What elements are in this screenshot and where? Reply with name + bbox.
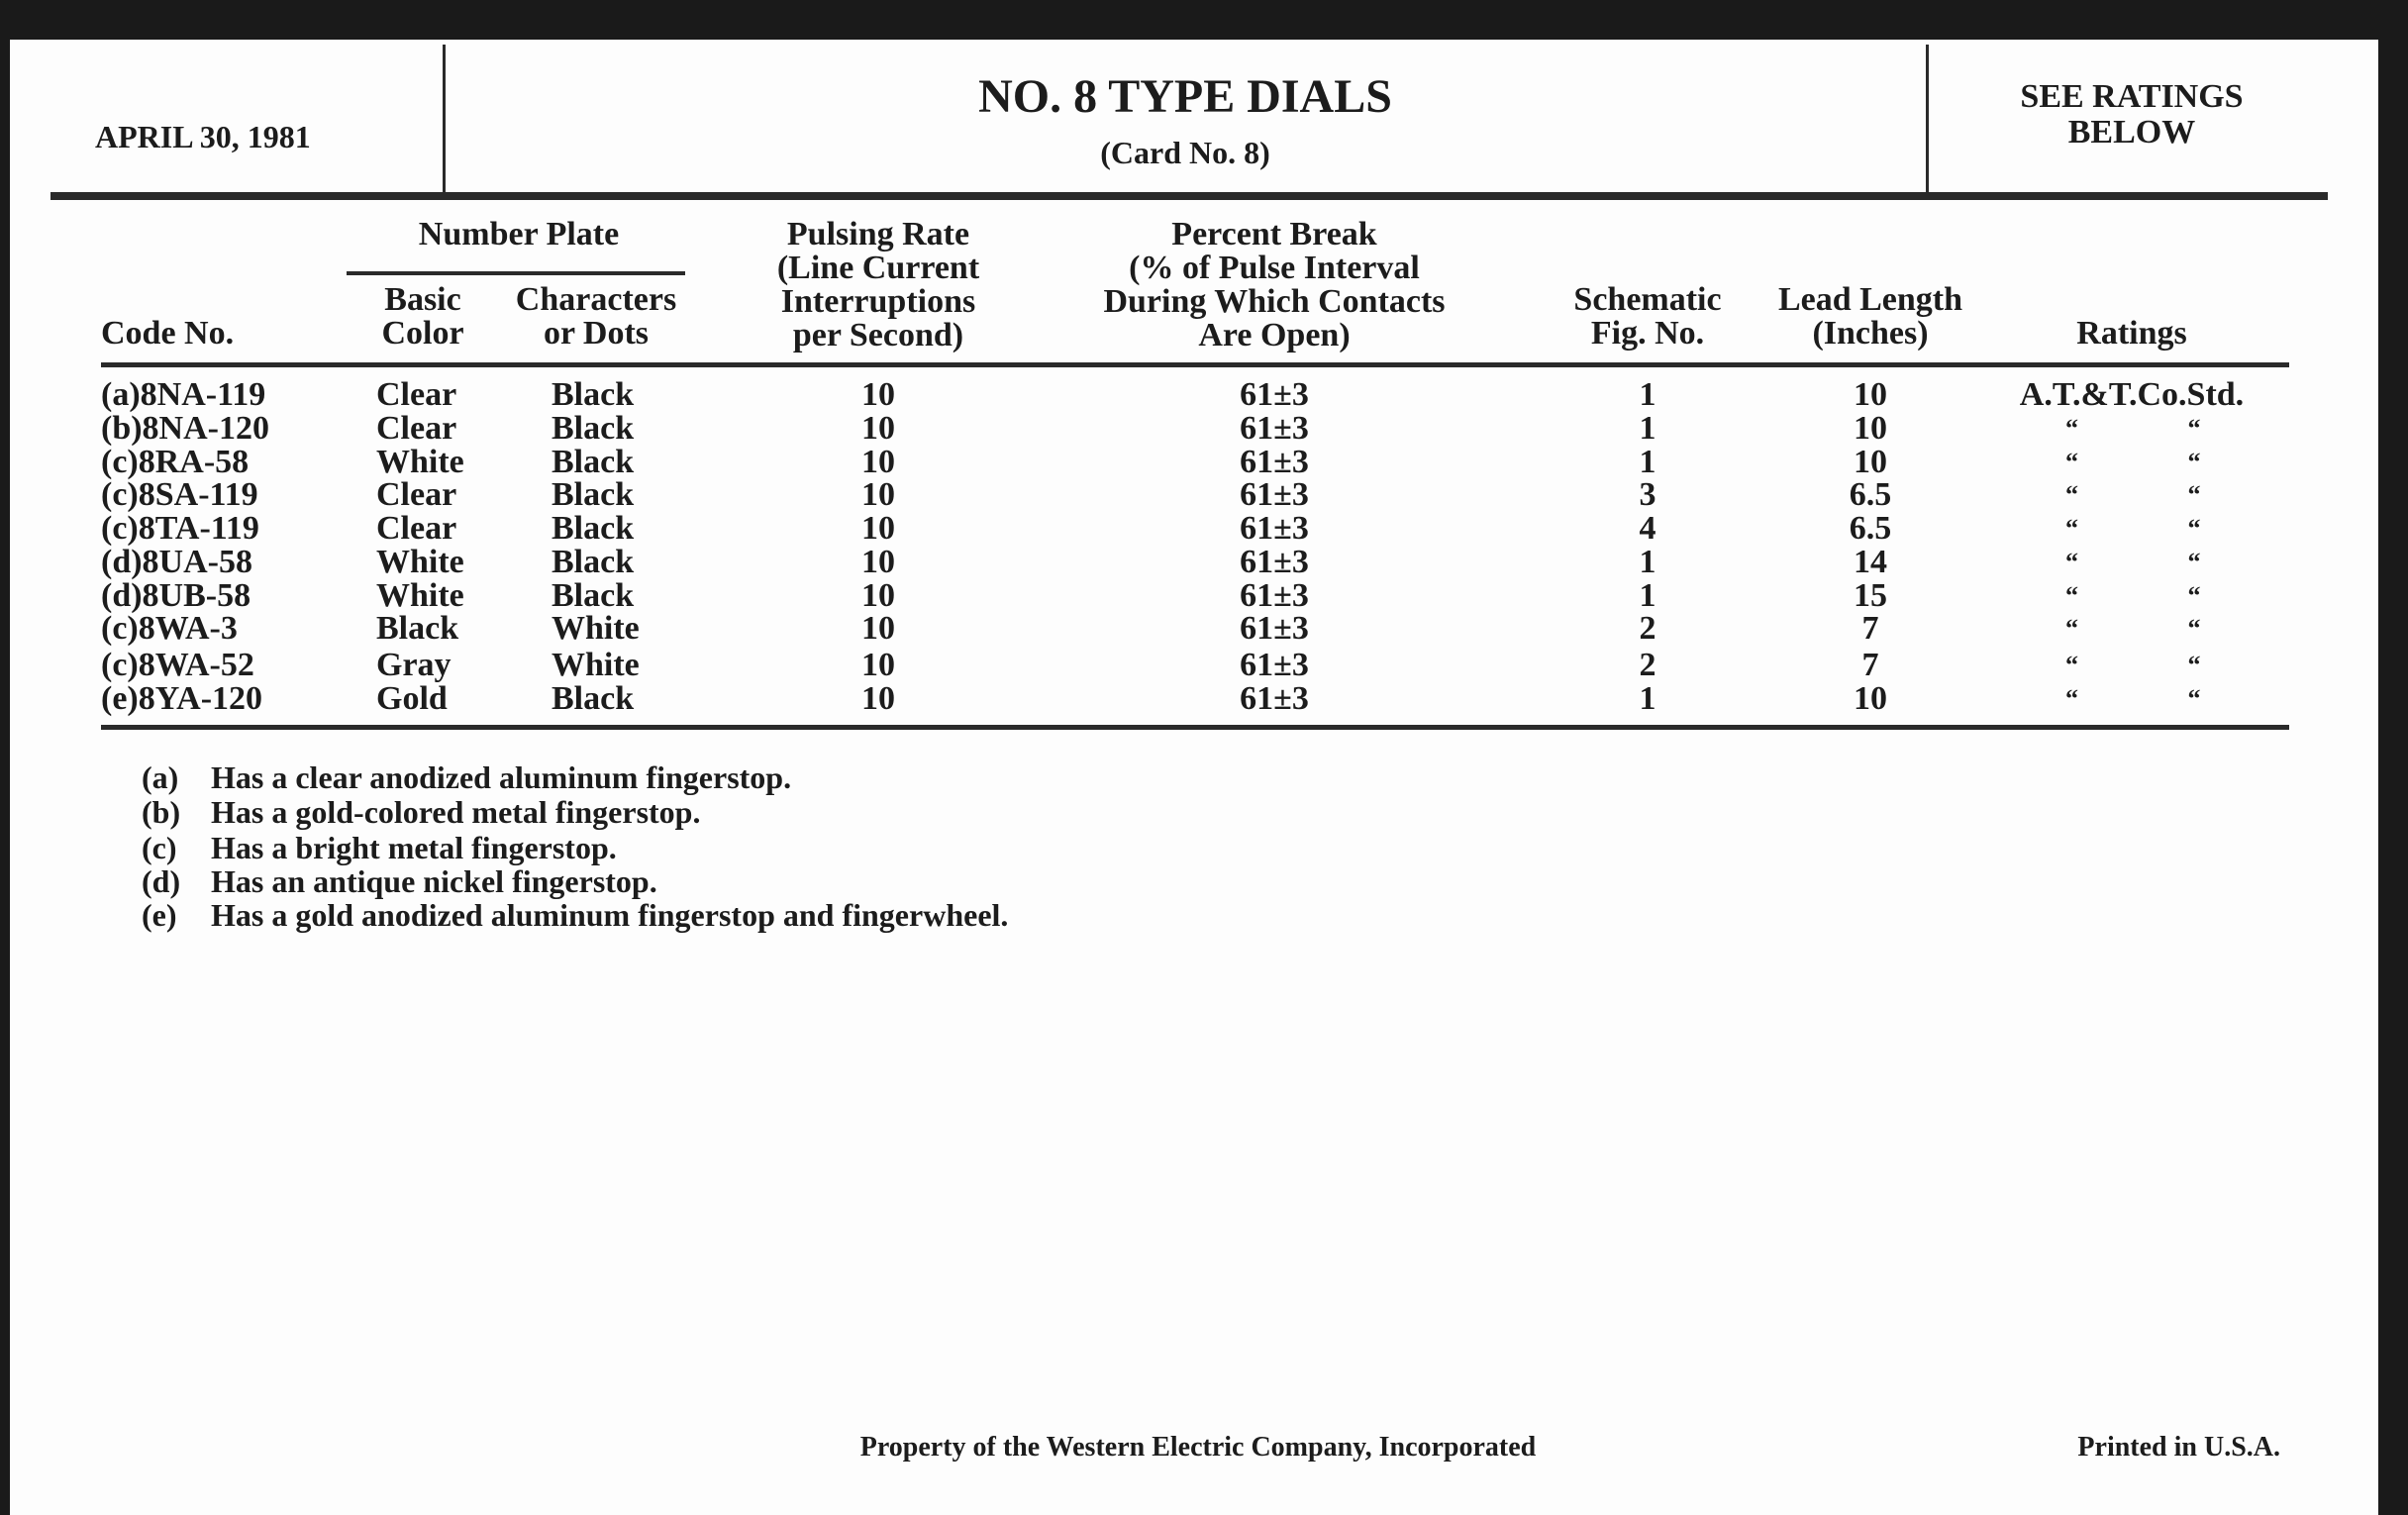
cell-basic-color: Black	[376, 610, 459, 647]
cell-schematic-fig: 2	[1639, 610, 1656, 647]
cell-percent-break: 61±3	[1240, 647, 1309, 683]
col-header-percent-break	[1103, 218, 1445, 353]
cell-code: (d)8UB-58	[101, 577, 251, 614]
header-line: Schematic	[1573, 281, 1722, 318]
header-rule	[50, 192, 2328, 200]
header-line: per Second)	[792, 317, 964, 354]
cell-pulsing-rate: 10	[861, 680, 895, 717]
cell-characters: White	[552, 610, 640, 647]
cell-percent-break: 61±3	[1240, 680, 1309, 717]
cell-percent-break: 61±3	[1240, 476, 1309, 513]
cell-code: (c)8WA-3	[101, 610, 238, 647]
header-line: Color	[381, 315, 464, 352]
cell-lead-length: 10	[1854, 680, 1887, 717]
cell-schematic-fig: 1	[1639, 577, 1656, 614]
cell-rating: “ “	[2065, 480, 2201, 509]
footnote-key: (d)	[142, 863, 181, 899]
header-line: Lead Length	[1777, 281, 1963, 318]
footnote-text: Has a gold-colored metal fingerstop.	[211, 794, 701, 830]
cell-schematic-fig: 3	[1639, 476, 1656, 513]
cell-schematic-fig: 1	[1639, 376, 1656, 413]
header-line: Basic	[384, 281, 461, 318]
cell-percent-break: 61±3	[1240, 577, 1309, 614]
cell-rating: “ “	[2065, 651, 2201, 679]
cell-characters: Black	[552, 376, 635, 413]
header-line: Interruptions	[780, 283, 976, 320]
cell-characters: Black	[552, 577, 635, 614]
cell-schematic-fig: 1	[1639, 544, 1656, 580]
cell-basic-color: White	[376, 444, 464, 480]
cell-percent-break: 61±3	[1240, 444, 1309, 480]
cell-schematic-fig: 2	[1639, 647, 1656, 683]
header-line: (% of Pulse Interval	[1129, 250, 1420, 286]
cell-schematic-fig: 1	[1639, 444, 1656, 480]
cell-lead-length: 6.5	[1849, 476, 1892, 513]
data-card	[10, 40, 2378, 1515]
cell-basic-color: Gray	[376, 647, 452, 683]
card-date: APRIL 30, 1981	[95, 119, 311, 154]
cell-lead-length: 10	[1854, 376, 1887, 413]
cell-basic-color: White	[376, 544, 464, 580]
footnote-text: Has a gold anodized aluminum fingerstop and fingerwheel.	[211, 897, 1009, 933]
footer-printed: Printed in U.S.A.	[2077, 1432, 2280, 1463]
cell-pulsing-rate: 10	[861, 647, 895, 683]
cell-basic-color: White	[376, 577, 464, 614]
cell-basic-color: Gold	[376, 680, 448, 717]
header-divider-right	[1926, 45, 1929, 195]
cell-schematic-fig: 4	[1639, 510, 1656, 547]
cell-code: (b)8NA-120	[101, 410, 269, 447]
cell-pulsing-rate: 10	[861, 476, 895, 513]
cell-lead-length: 14	[1854, 544, 1887, 580]
cell-rating: “ “	[2065, 414, 2201, 443]
ratings-note-line: BELOW	[2067, 114, 2196, 151]
col-header-pulsing-rate	[777, 218, 979, 353]
table-header-rule	[101, 362, 2289, 367]
card-subtitle: (Card No. 8)	[1100, 135, 1270, 170]
cell-pulsing-rate: 10	[861, 510, 895, 547]
footnote-key: (c)	[142, 830, 177, 865]
cell-lead-length: 10	[1854, 410, 1887, 447]
cell-pulsing-rate: 10	[861, 544, 895, 580]
cell-rating: “ “	[2065, 448, 2201, 476]
cell-basic-color: Clear	[376, 510, 457, 547]
header-line: Characters	[515, 281, 677, 318]
col-header-basic-color	[381, 283, 463, 351]
cell-characters: Black	[552, 410, 635, 447]
cell-characters: Black	[552, 510, 635, 547]
cell-schematic-fig: 1	[1639, 410, 1656, 447]
cell-percent-break: 61±3	[1240, 544, 1309, 580]
cell-code: (c)8TA-119	[101, 510, 259, 547]
col-header-number-plate: Number Plate	[418, 216, 620, 252]
cell-characters: White	[552, 647, 640, 683]
footnote-text: Has a bright metal fingerstop.	[211, 830, 617, 865]
cell-characters: Black	[552, 476, 635, 513]
header-line: Pulsing Rate	[786, 216, 970, 252]
cell-characters: Black	[552, 544, 635, 580]
cell-rating: A.T.&T.Co.Std.	[2019, 376, 2245, 413]
footnote-key: (b)	[142, 794, 181, 830]
cell-rating: “ “	[2065, 684, 2201, 713]
footnote-key: (a)	[142, 759, 179, 795]
table-bottom-rule	[101, 725, 2289, 730]
cell-rating: “ “	[2065, 548, 2201, 576]
cell-basic-color: Clear	[376, 410, 457, 447]
cell-code: (d)8UA-58	[101, 544, 252, 580]
cell-pulsing-rate: 10	[861, 376, 895, 413]
cell-rating: “ “	[2065, 581, 2201, 610]
cell-code: (e)8YA-120	[101, 680, 263, 717]
cell-lead-length: 10	[1854, 444, 1887, 480]
col-header-schematic	[1573, 283, 1721, 351]
header-line: Percent Break	[1171, 216, 1377, 252]
cell-code: (c)8RA-58	[101, 444, 250, 480]
col-header-lead-length	[1778, 283, 1962, 351]
cell-percent-break: 61±3	[1240, 510, 1309, 547]
cell-characters: Black	[552, 444, 635, 480]
header-line: During Which Contacts	[1103, 283, 1446, 320]
cell-lead-length: 15	[1854, 577, 1887, 614]
cell-pulsing-rate: 10	[861, 410, 895, 447]
cell-lead-length: 7	[1861, 647, 1879, 683]
header-line: (Line Current	[776, 250, 980, 286]
cell-code: (c)8WA-52	[101, 647, 254, 683]
ratings-note-line: SEE RATINGS	[2020, 78, 2244, 115]
cell-rating: “ “	[2065, 614, 2201, 643]
ratings-note	[2020, 79, 2243, 151]
footer-property: Property of the Western Electric Company, Incorporated	[859, 1432, 1537, 1463]
cell-pulsing-rate: 10	[861, 577, 895, 614]
cell-percent-break: 61±3	[1240, 410, 1309, 447]
cell-lead-length: 6.5	[1849, 510, 1892, 547]
col-header-characters	[516, 283, 676, 351]
header-line: Fig. No.	[1590, 315, 1705, 352]
cell-percent-break: 61±3	[1240, 610, 1309, 647]
header-line: (Inches)	[1812, 315, 1929, 352]
footnote-text: Has an antique nickel fingerstop.	[211, 863, 657, 899]
footnote-key: (e)	[142, 897, 177, 933]
footnote-text: Has a clear anodized aluminum fingerstop.	[211, 759, 792, 795]
header-line: or Dots	[543, 315, 650, 352]
cell-pulsing-rate: 10	[861, 444, 895, 480]
cell-lead-length: 7	[1861, 610, 1879, 647]
cell-percent-break: 61±3	[1240, 376, 1309, 413]
header-line: Are Open)	[1198, 317, 1351, 354]
cell-characters: Black	[552, 680, 635, 717]
number-plate-rule	[347, 271, 685, 275]
cell-basic-color: Clear	[376, 376, 457, 413]
col-header-code: Code No.	[101, 315, 235, 352]
cell-basic-color: Clear	[376, 476, 457, 513]
col-header-ratings: Ratings	[2076, 315, 2187, 352]
cell-code: (c)8SA-119	[101, 476, 258, 513]
cell-schematic-fig: 1	[1639, 680, 1656, 717]
header-divider-left	[443, 45, 446, 195]
cell-code: (a)8NA-119	[101, 376, 266, 413]
cell-pulsing-rate: 10	[861, 610, 895, 647]
cell-rating: “ “	[2065, 514, 2201, 543]
card-title: NO. 8 TYPE DIALS	[978, 70, 1392, 123]
